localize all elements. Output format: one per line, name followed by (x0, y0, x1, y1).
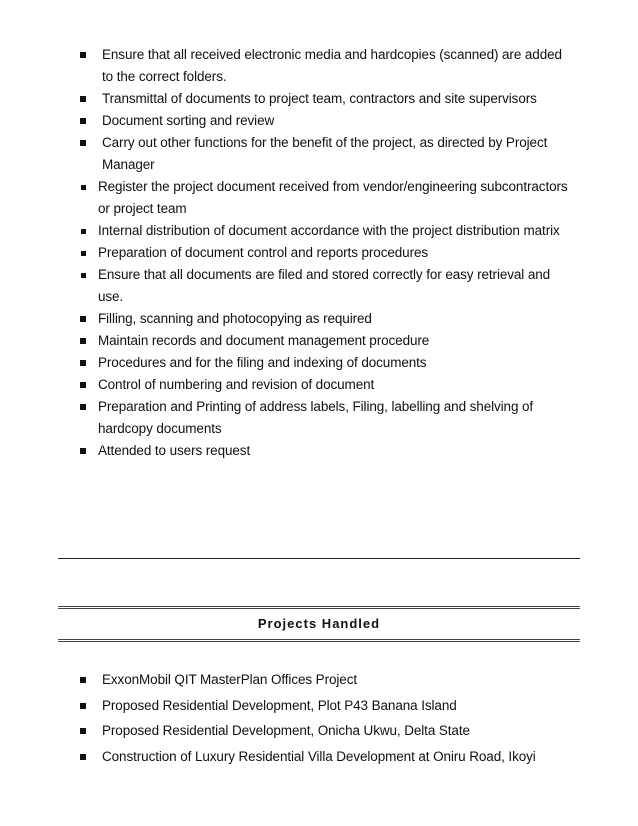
list-item-text: Filling, scanning and photocopying as required (98, 311, 372, 326)
list-item-text: Register the project document received from vendor/engineering subcontractors or project team (98, 179, 568, 216)
square-bullet-icon (80, 118, 86, 124)
list-item-text: Proposed Residential Development, Onicha Ukwu, Delta State (102, 723, 470, 738)
square-bullet-icon (80, 728, 86, 734)
section-header (58, 606, 580, 642)
square-bullet-icon (80, 316, 86, 322)
projects-list (0, 667, 638, 769)
list-item (0, 242, 638, 264)
square-bullet-icon (81, 273, 86, 278)
list-item-text: Transmittal of documents to project team, contractors and site supervisors (102, 91, 537, 106)
list-item (0, 308, 638, 330)
list-item (0, 440, 638, 462)
list-item (0, 110, 638, 132)
list-item-text: Preparation of document control and reports procedures (98, 245, 429, 260)
square-bullet-icon (80, 404, 86, 410)
square-bullet-icon (80, 96, 86, 102)
square-bullet-icon (80, 360, 86, 366)
list-item (0, 44, 638, 88)
list-item (0, 667, 638, 693)
list-item-text: ExxonMobil QIT MasterPlan Offices Project (102, 672, 357, 687)
duties-list (0, 44, 638, 462)
list-item-text: Construction of Luxury Residential Villa Development at Oniru Road, Ikoyi (102, 748, 536, 764)
list-item (0, 396, 638, 440)
list-item-text: Procedures and for the filing and indexing of documents (98, 355, 427, 370)
square-bullet-icon (80, 52, 86, 58)
square-bullet-icon (80, 338, 86, 344)
square-bullet-icon (80, 448, 86, 454)
list-item-text: Attended to users request (98, 443, 251, 458)
list-item-text: Proposed Residential Development, Plot P43 Banana Island (102, 697, 457, 713)
list-item (0, 352, 638, 374)
list-item-text: Ensure that all received electronic media and hardcopies (scanned) are added to the correct folders. (102, 47, 562, 84)
list-item-text: Control of numbering and revision of document (98, 377, 375, 392)
list-item (0, 88, 638, 110)
list-item-text: Preparation and Printing of address labels, Filing, labelling and shelving of hardcopy documents (98, 399, 534, 436)
list-item (0, 330, 638, 352)
square-bullet-icon (80, 703, 86, 709)
square-bullet-icon (80, 382, 86, 388)
list-item-text: Carry out other functions for the benefit of the project, as directed by Project Manager (102, 135, 548, 172)
list-item (0, 718, 638, 744)
section-divider (58, 558, 580, 559)
list-item (0, 220, 638, 242)
list-item (0, 264, 638, 308)
square-bullet-icon (80, 754, 86, 760)
list-item-text: Ensure that all documents are filed and stored correctly for easy retrieval and use. (98, 267, 551, 304)
list-item-text: Internal distribution of document accordance with the project distribution matrix (98, 223, 560, 238)
section-title: Projects Handled (257, 616, 381, 631)
list-item (0, 693, 638, 719)
square-bullet-icon (81, 185, 86, 190)
list-item (0, 374, 638, 396)
square-bullet-icon (81, 251, 86, 256)
square-bullet-icon (80, 677, 86, 683)
square-bullet-icon (80, 140, 86, 146)
list-item (0, 176, 638, 220)
list-item (0, 132, 638, 176)
list-item (0, 744, 638, 770)
list-item-text: Maintain records and document management procedure (98, 333, 430, 348)
list-item-text: Document sorting and review (102, 113, 275, 128)
square-bullet-icon (81, 229, 86, 234)
